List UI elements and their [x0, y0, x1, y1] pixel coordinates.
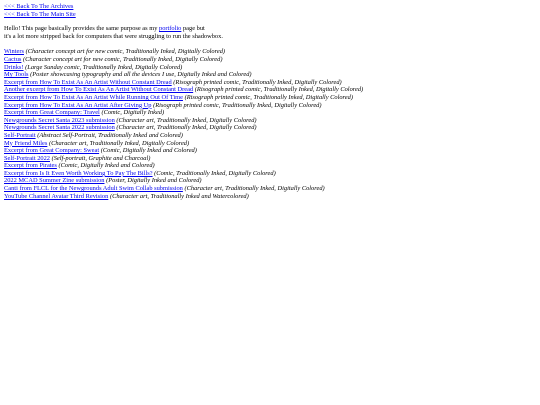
- list-item: [4, 162, 536, 170]
- artwork-link[interactable]: My Friend Miles: [4, 139, 48, 147]
- artwork-link[interactable]: Excerpt from How To Exist As An Artist After Giving Up: [4, 101, 152, 109]
- artwork-description: (Risograph printed comic, Traditionally Inked, Digitally Colored): [173, 78, 342, 86]
- artwork-link[interactable]: Excerpt from How To Exist As An Artist Without Constant Dread: [4, 78, 172, 86]
- artwork-link[interactable]: YouTube Channel Avatar Third Revision: [4, 192, 109, 200]
- artwork-description: (Character art, Traditionally Inked, Digitally Colored): [48, 139, 190, 147]
- artwork-description: (Character art, Traditionally Inked and Watercolored): [109, 192, 249, 200]
- artwork-description: (Risograph printed comic, Traditionally Inked, Digitally Colored): [184, 93, 353, 101]
- artwork-description: (Large Sunday comic, Traditionally Inked, Digitally Colored): [25, 63, 183, 71]
- artwork-link[interactable]: Drinks!: [4, 63, 24, 71]
- artwork-description: (Character art, Traditionally Inked, Digitally Colored): [184, 185, 325, 193]
- page: [0, 0, 540, 200]
- artwork-link[interactable]: Cactus: [4, 55, 22, 63]
- list-item: [4, 79, 536, 87]
- artwork-description: (Character concept art for new comic, Traditionally Inked, Digitally Colored): [23, 55, 223, 63]
- artwork-description: (Risograph printed comic, Traditionally Inked, Digitally Colored): [194, 86, 364, 94]
- list-item: [4, 193, 536, 201]
- list-item: [4, 155, 536, 163]
- artwork-description: (Comic, Digitally Inked and Colored): [58, 162, 155, 170]
- artwork-link[interactable]: Excerpt from Is It Even Worth Working To Pay The Bills?: [4, 169, 153, 177]
- artwork-description: (Comic, Traditionally Inked, Digitally Colored): [154, 169, 276, 177]
- portfolio-link[interactable]: portfolio: [159, 25, 182, 33]
- list-item: [4, 170, 536, 178]
- list-item: [4, 140, 536, 148]
- intro-line-1: [4, 25, 536, 33]
- artwork-link[interactable]: Excerpt from Pirates: [4, 162, 57, 170]
- nav-links: [4, 3, 536, 18]
- list-item: [4, 94, 536, 102]
- intro-text: [4, 25, 536, 40]
- artwork-link[interactable]: Self-Portrait 2022: [4, 154, 50, 162]
- list-item: [4, 185, 536, 193]
- list-item: [4, 48, 536, 56]
- artwork-link[interactable]: Another excerpt from How To Exist As An Artist Without Constant Dread: [4, 86, 194, 94]
- artwork-link[interactable]: My Tools: [4, 71, 29, 79]
- list-item: [4, 64, 536, 72]
- artwork-description: (Poster, Digitally Inked and Colored): [106, 177, 202, 185]
- back-to-main-site-link[interactable]: <<< Back To The Main Site: [4, 10, 76, 18]
- artwork-link[interactable]: Self-Portrait: [4, 131, 36, 139]
- list-item: [4, 132, 536, 140]
- list-item: [4, 56, 536, 64]
- list-item: [4, 71, 536, 79]
- list-item: [4, 86, 536, 94]
- intro-line-1-before: Hello! This page basically provides the same purpose as my: [4, 25, 159, 33]
- artwork-link[interactable]: Winters: [4, 48, 24, 56]
- artwork-link[interactable]: Newgrounds Secret Santa 2023 submission: [4, 116, 115, 124]
- list-item: [4, 109, 536, 117]
- artwork-description: (Comic, Digitally Inked): [101, 109, 165, 117]
- intro-line-2: it's a lot more stripped back for computers that were struggling to run the shadowbox.: [4, 32, 223, 40]
- list-item: [4, 117, 536, 125]
- list-item: [4, 177, 536, 185]
- artwork-link[interactable]: 2022 MCAD Summer Zine submission: [4, 177, 105, 185]
- artwork-link[interactable]: Canti from FLCL for the Newgrounds Adult Swim Collab submission: [4, 185, 183, 193]
- artwork-description: (Poster showcasing typography and all the devices I use, Digitally Inked and Colored): [30, 71, 252, 79]
- artwork-description: (Comic, Digitally Inked and Colored): [100, 147, 197, 155]
- intro-line-1-after: page but: [181, 25, 205, 33]
- artwork-description: (Abstract Self-Portrait, Traditionally Inked and Colored): [37, 131, 183, 139]
- artwork-description: (Character art, Traditionally Inked, Digitally Colored): [116, 116, 257, 124]
- artwork-link[interactable]: Excerpt from Great Company: Sweat: [4, 147, 100, 155]
- artwork-link[interactable]: Newgrounds Secret Santa 2022 submission: [4, 124, 115, 132]
- artwork-link[interactable]: Excerpt from Great Company: Travel: [4, 109, 100, 117]
- list-item: [4, 124, 536, 132]
- artwork-description: (Character art, Traditionally Inked, Digitally Colored): [116, 124, 257, 132]
- back-to-archives-link[interactable]: <<< Back To The Archives: [4, 3, 74, 10]
- list-item: [4, 102, 536, 110]
- artwork-description: (Risograph printed comic, Traditionally Inked, Digitally Colored): [153, 101, 322, 109]
- list-item: [4, 147, 536, 155]
- artwork-link[interactable]: Excerpt from How To Exist As An Artist While Running Out Of Time: [4, 93, 183, 101]
- artwork-list: [4, 48, 536, 200]
- artwork-description: (Self-portrait, Graphite and Charcoal): [51, 154, 151, 162]
- artwork-description: (Character concept art for new comic, Traditionally Inked, Digitally Colored): [25, 48, 226, 56]
